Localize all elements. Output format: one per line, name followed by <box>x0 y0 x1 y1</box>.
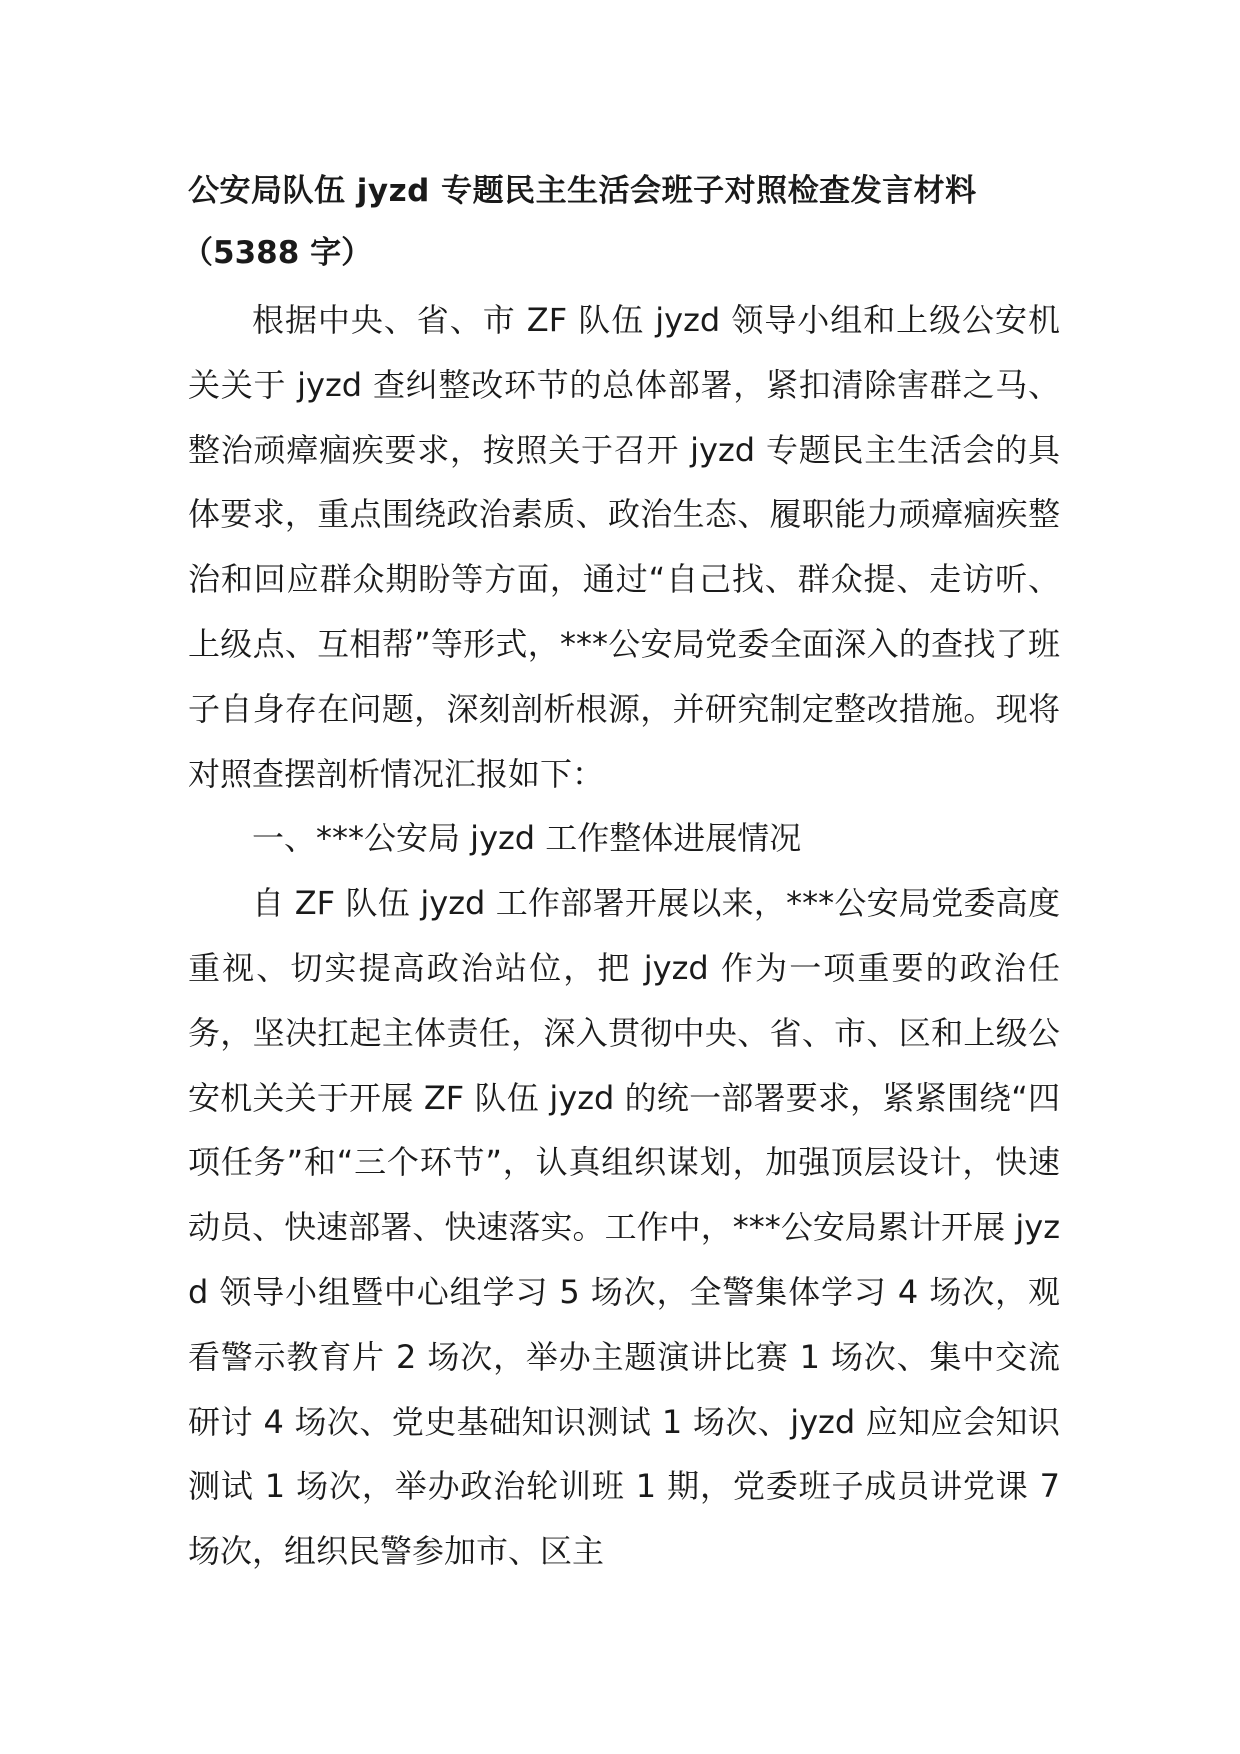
section-heading: 一、***公安局 jyzd 工作整体进展情况 <box>252 819 802 858</box>
section-paragraph: 自 ZF 队伍 jyzd 工作部署开展以来，***公安局党委高度重视、切实提高政治站位，把 jyzd 作为一项重要的政治任务，坚决扛起主体责任，深入贯彻中央、省、市、区和上级公安机关关于开展 ZF 队伍 jyzd 的统一部署要求，紧紧围绕“四项任务”和“三个环节”，认真组织谋划，加强顶层设计，快速动员、快速部署、快速落实。工作中，***公安局累计开展 jyzd 领导小组暨中心组学习 5 场次，全警集体学习 4 场次，观看警示教育片 2 场次，举办主题演讲比赛 1 场次、集中交流研讨 4 场次、党史基础知识测试 1 场次、jyzd 应知应会知识测试 1 场次，举办政治轮训班 1 期，党委班子成员讲党课 7 场次，组织民警参加市、区主 <box>188 884 1060 1571</box>
document-page <box>182 160 1060 1584</box>
document-title: 公安局队伍 jyzd 专题民主生活会班子对照检查发言材料 <box>188 173 977 209</box>
intro-paragraph: 根据中央、省、市 ZF 队伍 jyzd 领导小组和上级公安机关关于 jyzd 查纠整改环节的总体部署，紧扣清除害群之马、整治顽瘴痼疾要求，按照关于召开 jyzd 专题民主生活会的具体要求，重点围绕政治素质、政治生态、履职能力顽瘴痼疾整治和回应群众期盼等方面，通过“自己找、群众提、走访听、上级点、互相帮”等形式，***公安局党委全面深入的查找了班子自身存在问题，深刻剖析根源，并研究制定整改措施。现将对照查摆剖析情况汇报如下： <box>188 301 1060 793</box>
document-word-count: （5388 字） <box>182 235 373 271</box>
